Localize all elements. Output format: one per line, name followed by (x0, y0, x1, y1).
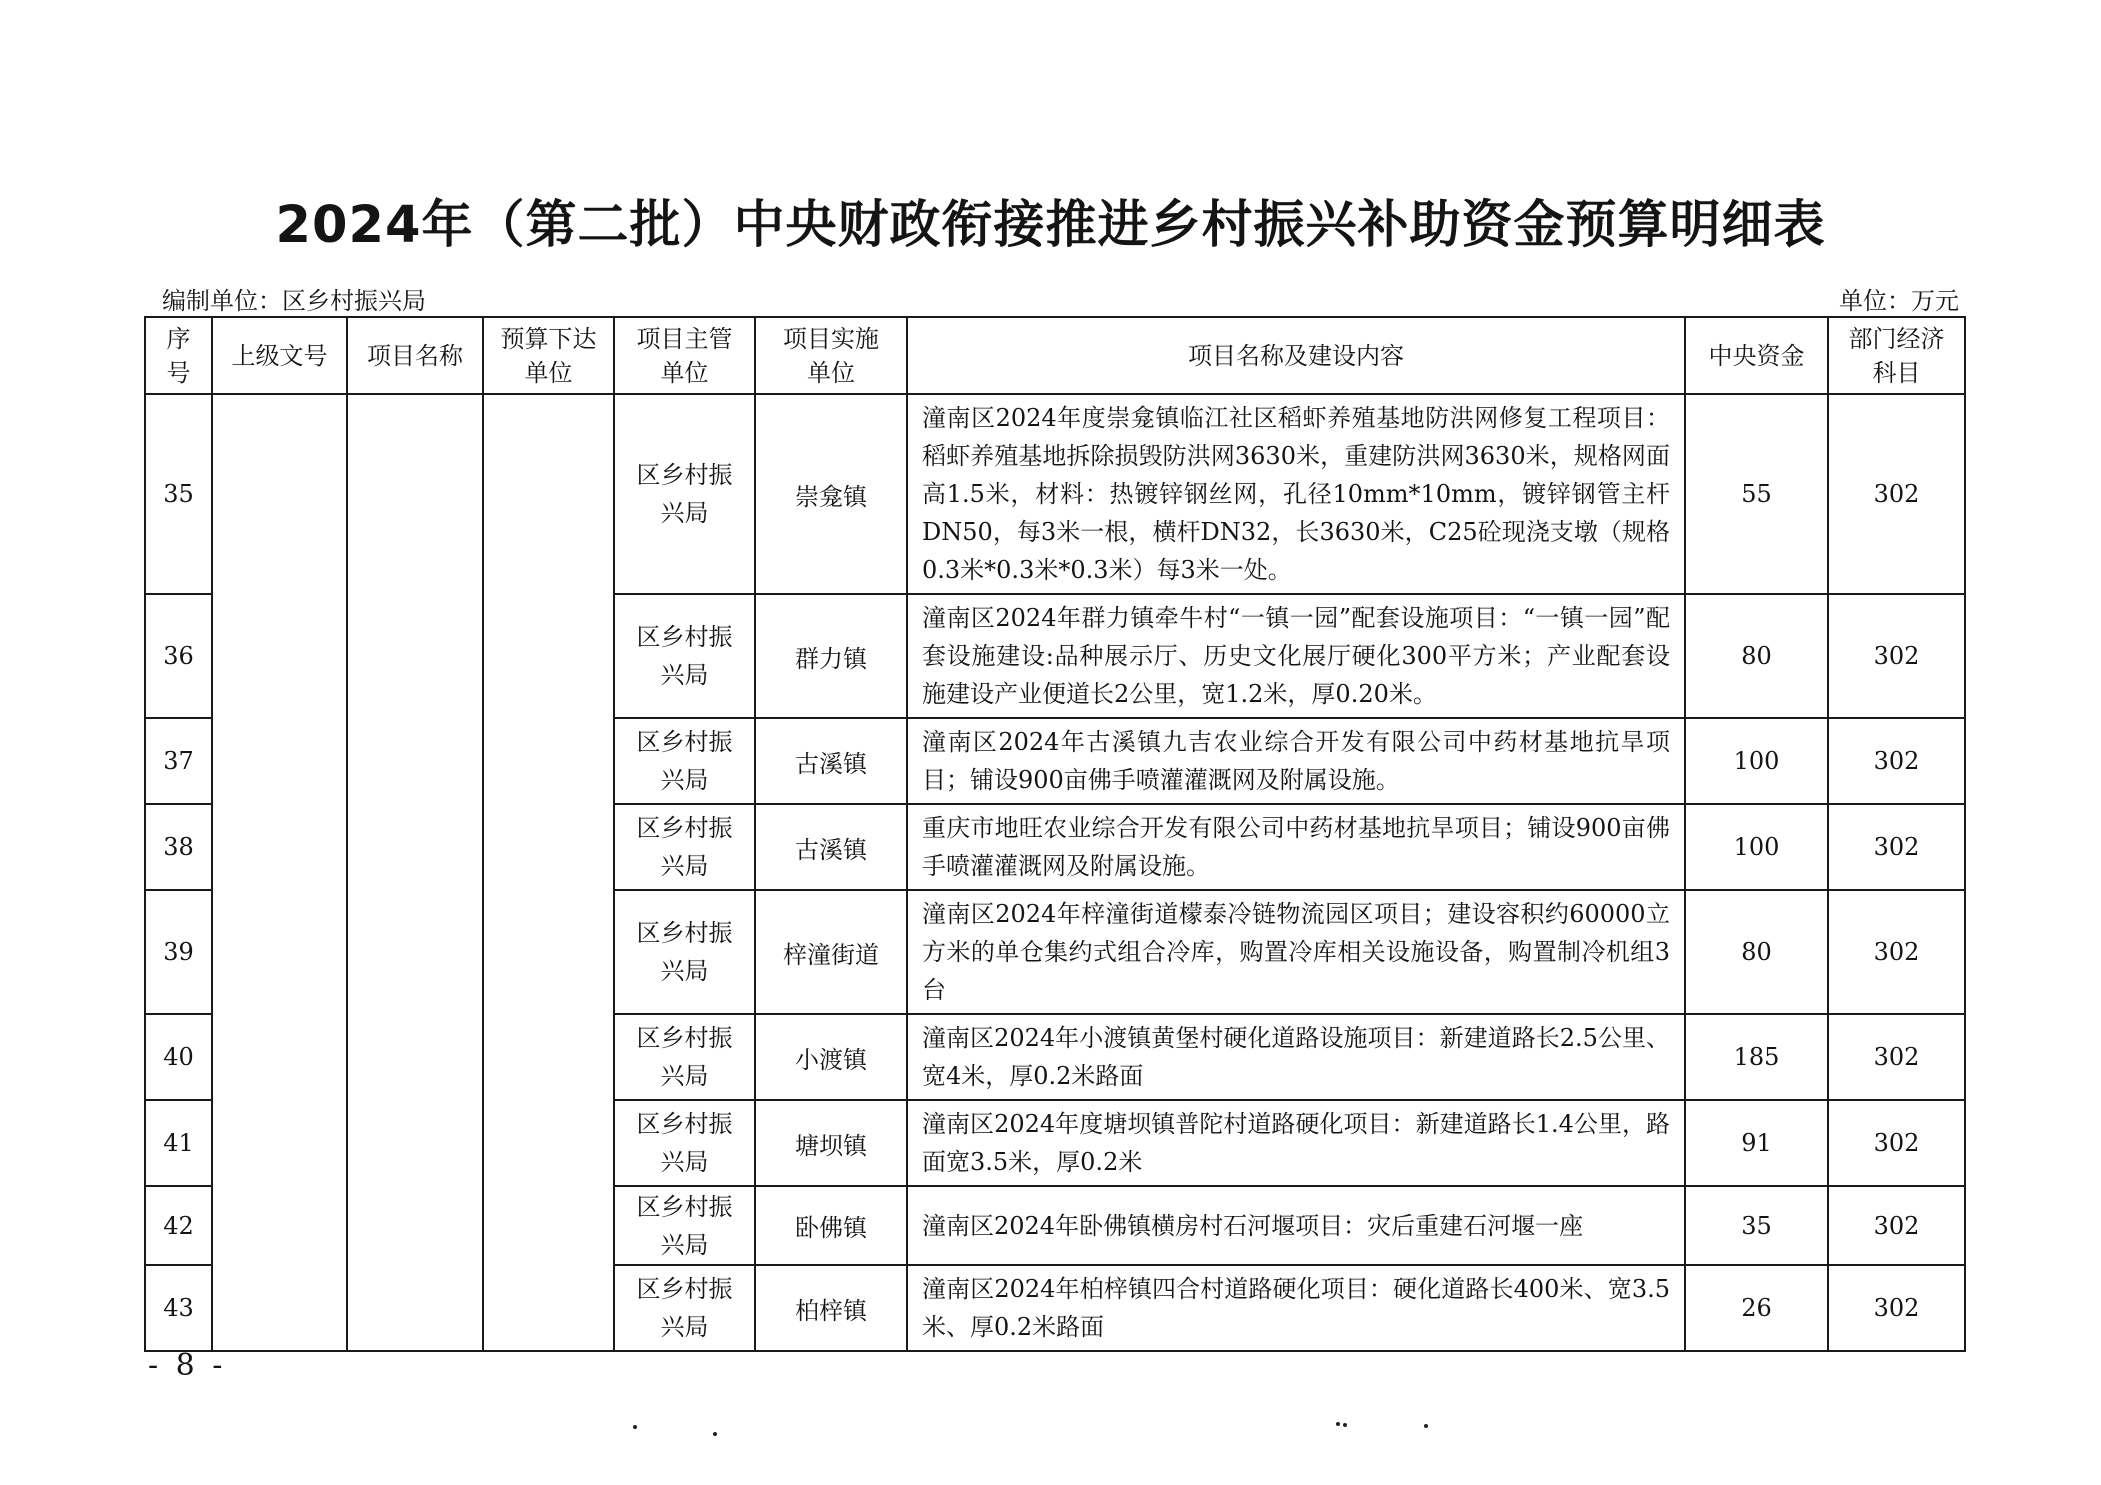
cell-supervisor: 区乡村振兴局 (614, 804, 755, 890)
cell-content: 重庆市地旺农业综合开发有限公司中药材基地抗旱项目；铺设900亩佛手喷灌灌溉网及附属设施。 (907, 804, 1685, 890)
cell-funds: 91 (1685, 1100, 1828, 1186)
cell-funds: 80 (1685, 594, 1828, 718)
header-budget-unit: 预算下达单位 (483, 317, 614, 394)
cell-implementer: 卧佛镇 (755, 1186, 907, 1265)
header-implementer: 项目实施单位 (755, 317, 907, 394)
cell-implementer: 塘坝镇 (755, 1100, 907, 1186)
cell-funds: 80 (1685, 890, 1828, 1014)
cell-supervisor: 区乡村振兴局 (614, 718, 755, 804)
compiler-label: 编制单位：区乡村振兴局 (162, 287, 426, 315)
header-project-name: 项目名称 (347, 317, 483, 394)
cell-supervisor: 区乡村振兴局 (614, 1100, 755, 1186)
cell-seq: 36 (145, 594, 212, 718)
cell-implementer: 古溪镇 (755, 718, 907, 804)
cell-funds: 100 (1685, 718, 1828, 804)
cell-funds: 100 (1685, 804, 1828, 890)
cell-seq: 41 (145, 1100, 212, 1186)
cell-supervisor: 区乡村振兴局 (614, 1265, 755, 1351)
cell-supervisor: 区乡村振兴局 (614, 594, 755, 718)
header-seq: 序号 (145, 317, 212, 394)
cell-implementer: 柏梓镇 (755, 1265, 907, 1351)
scan-speck (1336, 1422, 1340, 1426)
cell-subject: 302 (1828, 1100, 1965, 1186)
cell-subject: 302 (1828, 1186, 1965, 1265)
cell-implementer: 崇龛镇 (755, 394, 907, 594)
cell-seq: 39 (145, 890, 212, 1014)
cell-seq: 37 (145, 718, 212, 804)
cell-supervisor: 区乡村振兴局 (614, 1186, 755, 1265)
scan-speck (1424, 1424, 1428, 1428)
cell-content: 潼南区2024年梓潼街道檬泰冷链物流园区项目；建设容积约60000立方米的单仓集约式组合冷库，购置冷库相关设施设备，购置制冷机组3台 (907, 890, 1685, 1014)
cell-content: 潼南区2024年小渡镇黄堡村硬化道路设施项目：新建道路长2.5公里、宽4米，厚0.2米路面 (907, 1014, 1685, 1100)
cell-implementer: 梓潼街道 (755, 890, 907, 1014)
budget-table (144, 316, 1966, 1352)
cell-implementer: 群力镇 (755, 594, 907, 718)
cell-subject: 302 (1828, 804, 1965, 890)
cell-project-name-merged (347, 394, 483, 1351)
cell-supervisor: 区乡村振兴局 (614, 394, 755, 594)
page-title: 2024年（第二批）中央财政衔接推进乡村振兴补助资金预算明细表 (275, 196, 1826, 255)
cell-implementer: 小渡镇 (755, 1014, 907, 1100)
cell-funds: 55 (1685, 394, 1828, 594)
header-econ-subject: 部门经济科目 (1828, 317, 1965, 394)
cell-seq: 42 (145, 1186, 212, 1265)
header-row (145, 317, 1965, 394)
cell-funds: 35 (1685, 1186, 1828, 1265)
cell-seq: 43 (145, 1265, 212, 1351)
cell-content: 潼南区2024年度塘坝镇普陀村道路硬化项目：新建道路长1.4公里，路面宽3.5米，厚0.2米 (907, 1100, 1685, 1186)
scan-speck (713, 1432, 717, 1436)
header-doc-no: 上级文号 (212, 317, 347, 394)
cell-doc-no-merged (212, 394, 347, 1351)
header-content: 项目名称及建设内容 (907, 317, 1685, 394)
table-row (145, 394, 1965, 594)
cell-content: 潼南区2024年度崇龛镇临江社区稻虾养殖基地防洪网修复工程项目：稻虾养殖基地拆除损毁防洪网3630米，重建防洪网3630米，规格网面高1.5米，材料：热镀锌钢丝网，孔径10mm*10mm，镀锌钢管主杆DN50，每3米一根，横杆DN32，长3630米，C25砼现浇支墩（规格0.3米*0.3米*0.3米）每3米一处。 (907, 394, 1685, 594)
header-central-funds: 中央资金 (1685, 317, 1828, 394)
cell-funds: 26 (1685, 1265, 1828, 1351)
cell-funds: 185 (1685, 1014, 1828, 1100)
unit-label: 单位：万元 (1839, 287, 1959, 315)
cell-subject: 302 (1828, 718, 1965, 804)
scan-speck (1343, 1423, 1347, 1427)
cell-subject: 302 (1828, 1265, 1965, 1351)
cell-subject: 302 (1828, 394, 1965, 594)
cell-seq: 40 (145, 1014, 212, 1100)
scan-speck (633, 1425, 637, 1429)
cell-seq: 35 (145, 394, 212, 594)
cell-subject: 302 (1828, 1014, 1965, 1100)
cell-seq: 38 (145, 804, 212, 890)
cell-content: 潼南区2024年群力镇牵牛村“一镇一园”配套设施项目：“一镇一园”配套设施建设:品种展示厅、历史文化展厅硬化300平方米；产业配套设施建设产业便道长2公里，宽1.2米，厚0.20米。 (907, 594, 1685, 718)
cell-content: 潼南区2024年卧佛镇横房村石河堰项目：灾后重建石河堰一座 (907, 1186, 1685, 1265)
cell-content: 潼南区2024年古溪镇九吉农业综合开发有限公司中药材基地抗旱项目；铺设900亩佛手喷灌灌溉网及附属设施。 (907, 718, 1685, 804)
cell-implementer: 古溪镇 (755, 804, 907, 890)
page-number: - 8 - (148, 1348, 227, 1383)
cell-subject: 302 (1828, 890, 1965, 1014)
cell-subject: 302 (1828, 594, 1965, 718)
cell-budget-unit-merged (483, 394, 614, 1351)
header-supervisor: 项目主管单位 (614, 317, 755, 394)
cell-content: 潼南区2024年柏梓镇四合村道路硬化项目：硬化道路长400米、宽3.5米、厚0.2米路面 (907, 1265, 1685, 1351)
cell-supervisor: 区乡村振兴局 (614, 1014, 755, 1100)
cell-supervisor: 区乡村振兴局 (614, 890, 755, 1014)
